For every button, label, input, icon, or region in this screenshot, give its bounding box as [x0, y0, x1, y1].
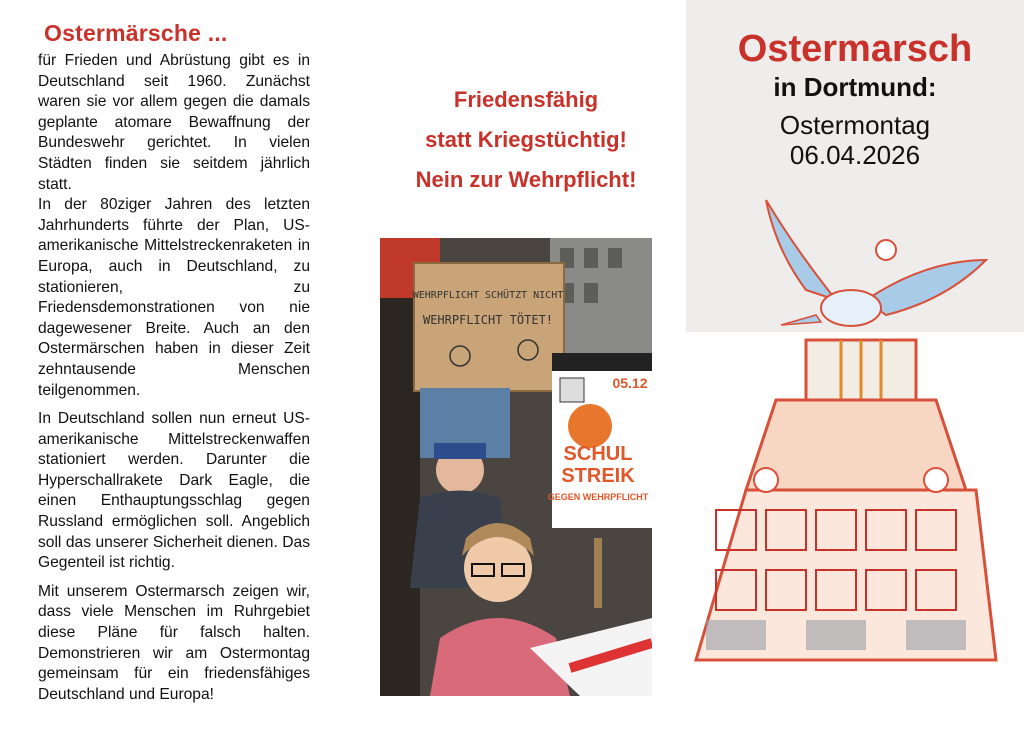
protest-photo [380, 238, 652, 696]
poster-word-1: SCHUL [563, 443, 633, 465]
poster-date: 05.12 [612, 375, 648, 391]
slogan-line-1: Friedensfähig [453, 87, 599, 112]
event-title: Ostermarsch [737, 28, 973, 70]
paragraph-eighties: In der 80ziger Jahren des letzten Jahrhunderts führte der Plan, US-amerikanische Mittelstreckenraketen in Europa, auch in Deutschland, zu stationieren, zu Friedensdemonstrationen von nie dagewesener Breite. Auch an den Ostermärschen haben in dieser Zeit zehntausende Menschen teilgenommen. [38, 196, 310, 399]
slogan-line-3: Nein zur Wehrpflicht! [415, 167, 637, 192]
slogan-block [380, 80, 672, 200]
left-column [38, 20, 310, 705]
protest-photo-illustration [380, 238, 652, 696]
event-date: 06.04.2026 [789, 140, 921, 170]
poster-word-3: GEGEN WEHRPFLICHT [547, 492, 649, 502]
poster-word-2: STREIK [561, 465, 635, 487]
dove-tower-illustration [686, 190, 1024, 690]
event-location: in Dortmund: [773, 72, 937, 102]
left-heading: Ostermärsche ... [44, 20, 228, 46]
paragraph-history: für Frieden und Abrüstung gibt es in Deutschland seit 1960. Zunächst waren sie vor allem gegen die damals geplante atomare Bewaffnung der Bundeswehr gerichtet. In vielen Städten finden sie seitdem jährlich statt. [38, 52, 310, 193]
paragraph-call: Mit unserem Ostermarsch zeigen wir, dass viele Menschen im Ruhrgebiet diese Pläne für falsch halten. Demonstrieren wir am Ostermontag gemeinsam für ein friedensfähiges Deutschland und Europa! [38, 582, 310, 703]
sign-text-line-1: WEHRPFLICHT SCHÜTZT NICHT [412, 290, 564, 301]
slogan-line-2: statt Kriegstüchtig! [425, 127, 627, 152]
event-day: Ostermontag [779, 110, 931, 140]
dove-icon [686, 190, 1024, 690]
sign-text-line-2: WEHRPFLICHT TÖTET! [422, 313, 554, 327]
event-title-block [686, 28, 1024, 170]
paragraph-now: In Deutschland sollen nun erneut US-amerikanische Mittelstreckenwaffen stationiert werden. Darunter die Hyperschallrakete Dark Eagle, die einen Enthauptungsschlag gegen Russland ermöglichen soll. Angeblich soll das unserer Sicherheit dienen. Das Gegenteil ist richtig. [38, 410, 310, 572]
